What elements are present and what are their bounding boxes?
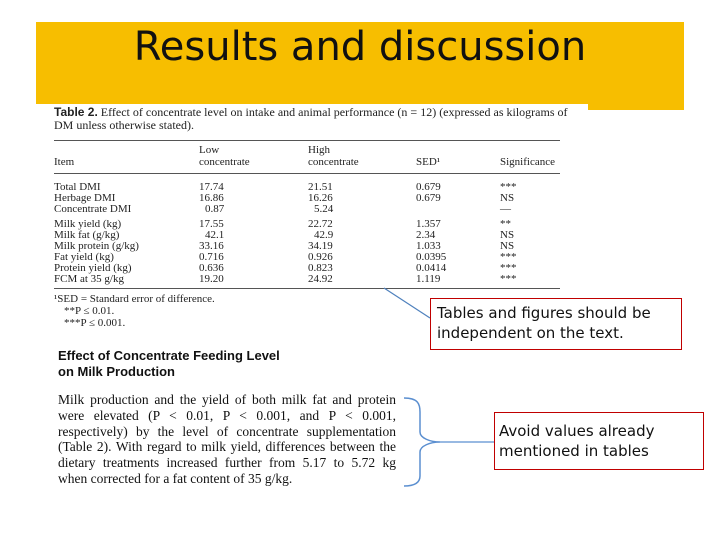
table-cell: 33.16 [199, 240, 224, 252]
table-cell: 0.0395 [416, 251, 447, 263]
table-cell: 0.926 [308, 251, 333, 263]
table-cell: 16.86 [199, 192, 224, 204]
table-cell: 17.74 [199, 181, 224, 193]
table-cell: ** [500, 218, 511, 230]
table-cell: Concentrate DMI [54, 203, 132, 215]
table-cell: Milk yield (kg) [54, 218, 122, 230]
table-cell: 0.716 [199, 251, 224, 263]
arrow-connector [384, 288, 430, 318]
table-cell: *** [500, 273, 517, 285]
table-header-cell: SED¹ [416, 156, 441, 168]
table-cell: 0.87 [205, 203, 225, 215]
table-caption-text: Effect of concentrate level on intake and animal performance (n = 12) (expressed as kilograms of DM unless otherwise stated). [54, 105, 568, 132]
footnote: ***P ≤ 0.001. [64, 317, 126, 329]
table-caption-label: Table 2. [54, 105, 98, 119]
callout-text: Avoid values already mentioned in tables [499, 422, 655, 460]
table-cell: Fat yield (kg) [54, 251, 114, 263]
table-cell: 5.24 [314, 203, 334, 215]
table-cell: 17.55 [199, 218, 224, 230]
table-header-cell: Significance [500, 156, 555, 168]
table-cell: 34.19 [308, 240, 333, 252]
table-cell: — [500, 203, 511, 215]
table-cell: 0.0414 [416, 262, 447, 274]
table-cell: NS [500, 192, 515, 204]
table-cell: 2.34 [416, 229, 436, 241]
table-cell: 1.119 [416, 273, 441, 285]
section-body-text: Milk production and the yield of both milk fat and protein were elevated (P < 0.01, P < 0.001, and P < 0.001, respectively) by the level of concentrate supplementation (Table 2). With regard to milk yield, differences between the dietary treatments increased further from 5.17 to 5.72 kg when corrected for a fat content of 35 g/kg. [58, 392, 396, 486]
slide-title: Results and discussion [133, 24, 587, 70]
table-cell: Milk protein (g/kg) [54, 240, 139, 252]
table-cell: 0.679 [416, 192, 441, 204]
table-cell: NS [500, 229, 515, 241]
curly-bracket [404, 398, 440, 486]
section-heading-line: Effect of Concentrate Feeding Level [58, 348, 280, 363]
table-cell: Protein yield (kg) [54, 262, 132, 274]
table-header-cell: Low concentrate [199, 144, 250, 168]
table-cell: 0.679 [416, 181, 441, 193]
table-cell: 42.9 [314, 229, 334, 241]
callout-avoid-repeated-values [494, 412, 704, 470]
table-cell: 42.1 [205, 229, 225, 241]
table-cell: *** [500, 181, 517, 193]
footnote: ¹SED = Standard error of difference. [54, 293, 215, 305]
section-heading-line: on Milk Production [58, 364, 175, 379]
table-cell: 22.72 [308, 218, 333, 230]
table-cell: Total DMI [54, 181, 101, 193]
table-cell: *** [500, 251, 517, 263]
table-cell: 0.636 [199, 262, 224, 274]
table-cell: 21.51 [308, 181, 333, 193]
table-cell: 1.033 [416, 240, 441, 252]
footnote: **P ≤ 0.01. [64, 305, 115, 317]
table-cell: 24.92 [308, 273, 333, 285]
table-cell: FCM at 35 g/kg [54, 273, 124, 285]
callout-tables-independent [430, 298, 682, 350]
table-cell: 0.823 [308, 262, 333, 274]
table-cell: 19.20 [199, 273, 224, 285]
table-cell: NS [500, 240, 515, 252]
callout-text: Tables and figures should be independent on the text. [437, 304, 651, 342]
table-cell: Milk fat (g/kg) [54, 229, 120, 241]
table-cell: 1.357 [416, 218, 441, 230]
table-cell: 16.26 [308, 192, 333, 204]
table-header-cell: Item [54, 156, 75, 168]
table-header-cell: High concentrate [308, 144, 359, 168]
table-cell: Herbage DMI [54, 192, 116, 204]
table-cell: *** [500, 262, 517, 274]
